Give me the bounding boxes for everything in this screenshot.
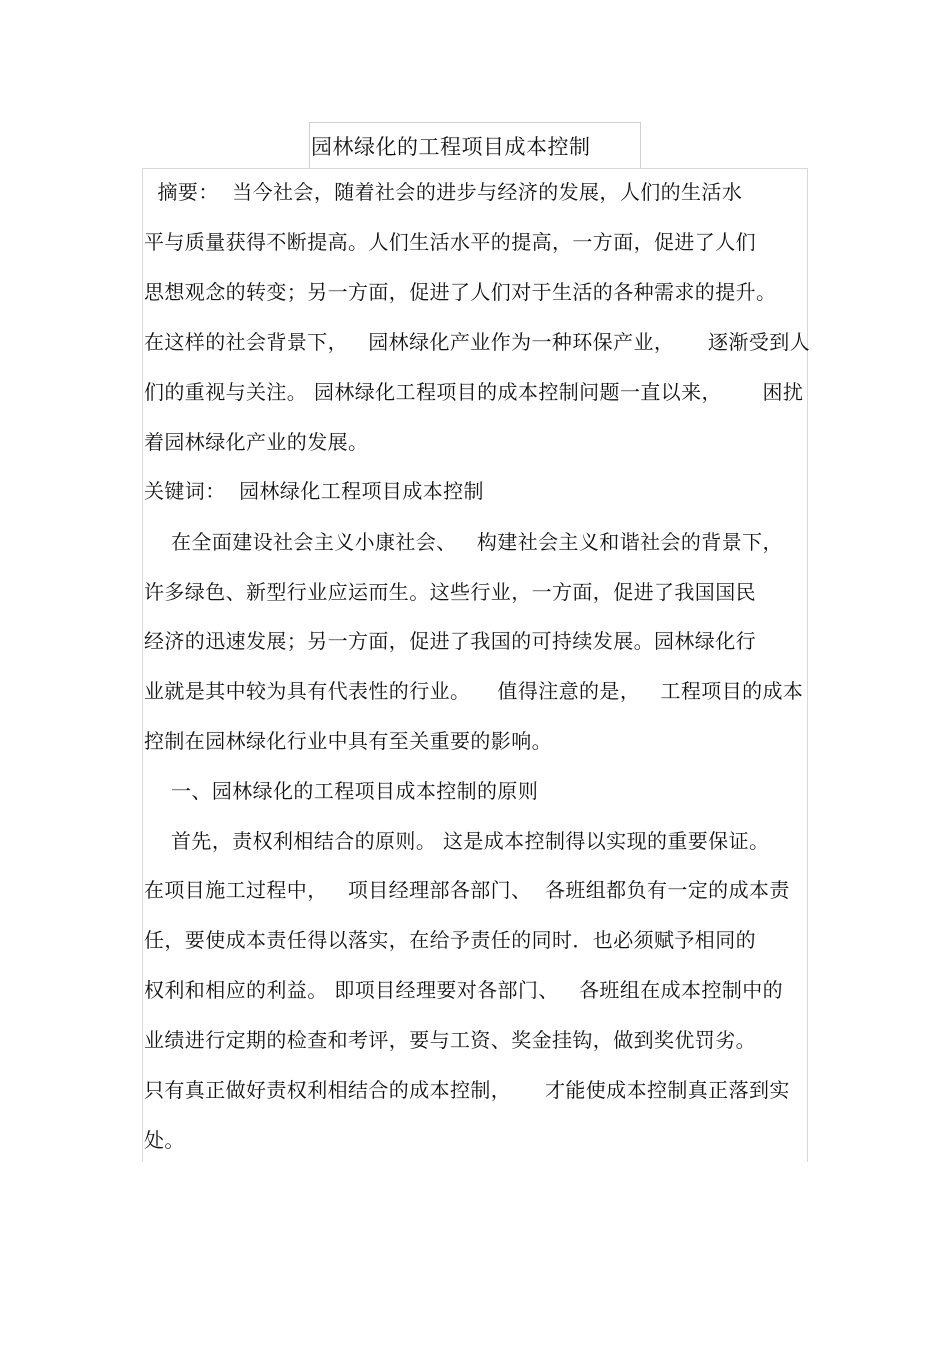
abstract-line-3: 思想观念的转变；另一方面，促进了人们对于生活的各种需求的提升。	[144, 280, 777, 304]
abstract-line-5: 们的重视与关注。 园林绿化工程项目的成本控制问题一直以来， 困扰	[144, 380, 804, 404]
principle-line-7: 处。	[144, 1128, 185, 1152]
intro-line-2: 许多绿色、新型行业应运而生。这些行业，一方面，促进了我国国民	[144, 580, 756, 604]
intro-line-4: 业就是其中较为具有代表性的行业。 值得注意的是， 工程项目的成本	[144, 679, 804, 703]
abstract-line-1: 摘要： 当今社会，随着社会的进步与经济的发展，人们的生活水	[144, 180, 743, 204]
keywords-line: 关键词： 园林绿化工程项目成本控制	[144, 479, 484, 503]
section-heading: 一、园林绿化的工程项目成本控制的原则	[144, 779, 539, 803]
intro-line-3: 经济的迅速发展；另一方面，促进了我国的可持续发展。园林绿化行	[144, 629, 756, 653]
principle-line-6: 只有真正做好责权利相结合的成本控制， 才能使成本控制真正落到实	[144, 1078, 790, 1102]
intro-line-1: 在全面建设社会主义小康社会、 构建社会主义和谐社会的背景下，	[144, 530, 783, 554]
body-frame	[142, 168, 811, 1162]
principle-line-4: 权利和相应的利益。 即项目经理要对各部门、 各班组在成本控制中的	[144, 978, 784, 1002]
principle-line-1: 首先，责权利相结合的原则。 这是成本控制得以实现的重要保证。	[144, 829, 770, 853]
abstract-line-6: 着园林绿化产业的发展。	[144, 430, 369, 454]
title-box	[309, 122, 641, 168]
intro-line-5: 控制在园林绿化行业中具有至关重要的影响。	[144, 729, 552, 753]
abstract-line-4: 在这样的社会背景下， 园林绿化产业作为一种环保产业， 逐渐受到人	[144, 330, 811, 354]
abstract-line-2: 平与质量获得不断提高。人们生活水平的提高，一方面，促进了人们	[144, 230, 756, 254]
principle-line-2: 在项目施工过程中， 项目经理部各部门、 各班组都负有一定的成本责	[144, 878, 790, 902]
principle-line-3: 任，要使成本责任得以落实，在给予责任的同时．也必须赋予相同的	[144, 928, 756, 952]
document-title: 园林绿化的工程项目成本控制	[311, 135, 591, 159]
principle-line-5: 业绩进行定期的检查和考评，要与工资、奖金挂钩，做到奖优罚劣。	[144, 1028, 756, 1052]
